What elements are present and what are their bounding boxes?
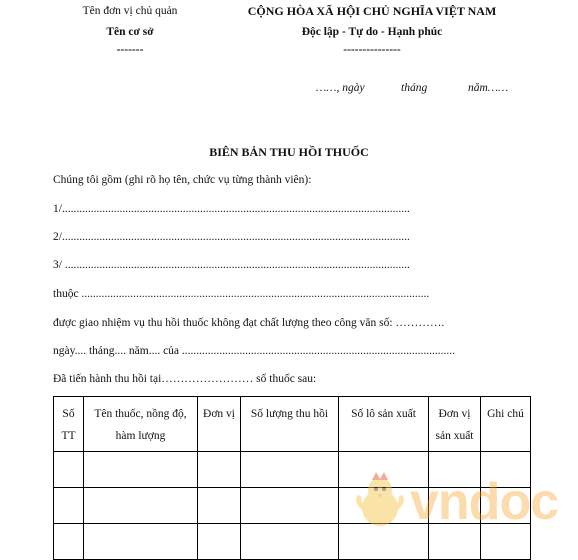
belong-line: thuộc ......................................................................................................................... <box>53 288 430 300</box>
mascot-icon <box>352 472 408 530</box>
table-cell[interactable] <box>84 488 198 524</box>
member-line-2: 2/......................................................................................................................... <box>53 231 410 243</box>
watermark-text: vndoc <box>410 473 559 531</box>
table-cell[interactable] <box>198 524 241 560</box>
date-day: ……, ngày <box>316 82 365 94</box>
watermark <box>352 472 578 530</box>
facility-name-label: Tên cơ sở <box>106 26 154 38</box>
table-cell[interactable] <box>54 488 84 524</box>
table-cell[interactable] <box>198 488 241 524</box>
national-title: CỘNG HÒA XÃ HỘI CHỦ NGHĨA VIỆT NAM <box>247 4 497 18</box>
col-header-batch: Số lô sản xuất <box>339 397 429 452</box>
table-cell[interactable] <box>54 524 84 560</box>
col-header-note: Ghi chú <box>481 397 531 452</box>
intro-line: Chúng tôi gồm (ghi rõ họ tên, chức vụ từng thành viên): <box>53 174 312 186</box>
table-header-row <box>54 397 531 452</box>
date-month: tháng <box>401 82 428 94</box>
col-header-no: Số TT <box>54 397 84 452</box>
table-cell[interactable] <box>198 452 241 488</box>
left-divider: ------- <box>116 44 144 56</box>
recalled-line: Đã tiến hành thu hồi tại…………………… số thuốc sau: <box>53 373 317 385</box>
col-header-quantity: Số lượng thu hồi <box>241 397 339 452</box>
table-cell[interactable] <box>84 524 198 560</box>
right-divider: --------------- <box>343 44 401 56</box>
col-header-unit: Đơn vị <box>198 397 241 452</box>
table-cell[interactable] <box>54 452 84 488</box>
table-cell[interactable] <box>241 488 339 524</box>
managing-unit-label: Tên đơn vị chủ quản <box>82 5 178 17</box>
date-year: năm…… <box>468 82 509 94</box>
table-cell[interactable] <box>241 452 339 488</box>
table-cell[interactable] <box>241 524 339 560</box>
document-title: BIÊN BẢN THU HỒI THUỐC <box>209 145 369 159</box>
table-cell[interactable] <box>84 452 198 488</box>
date-of-line: ngày.... tháng.... năm.... của ............................................................................................... <box>53 345 456 357</box>
col-header-drug-name: Tên thuốc, nồng độ, hàm lượng <box>84 397 198 452</box>
assigned-line: được giao nhiệm vụ thu hồi thuốc không đạt chất lượng theo công văn số: …………. <box>53 317 445 329</box>
member-line-3: 3/ ........................................................................................................................ <box>53 259 410 271</box>
col-header-manufacturer: Đơn vị sản xuất <box>429 397 481 452</box>
national-motto: Độc lập - Tự do - Hạnh phúc <box>301 26 443 38</box>
member-line-1: 1/......................................................................................................................... <box>53 203 410 215</box>
